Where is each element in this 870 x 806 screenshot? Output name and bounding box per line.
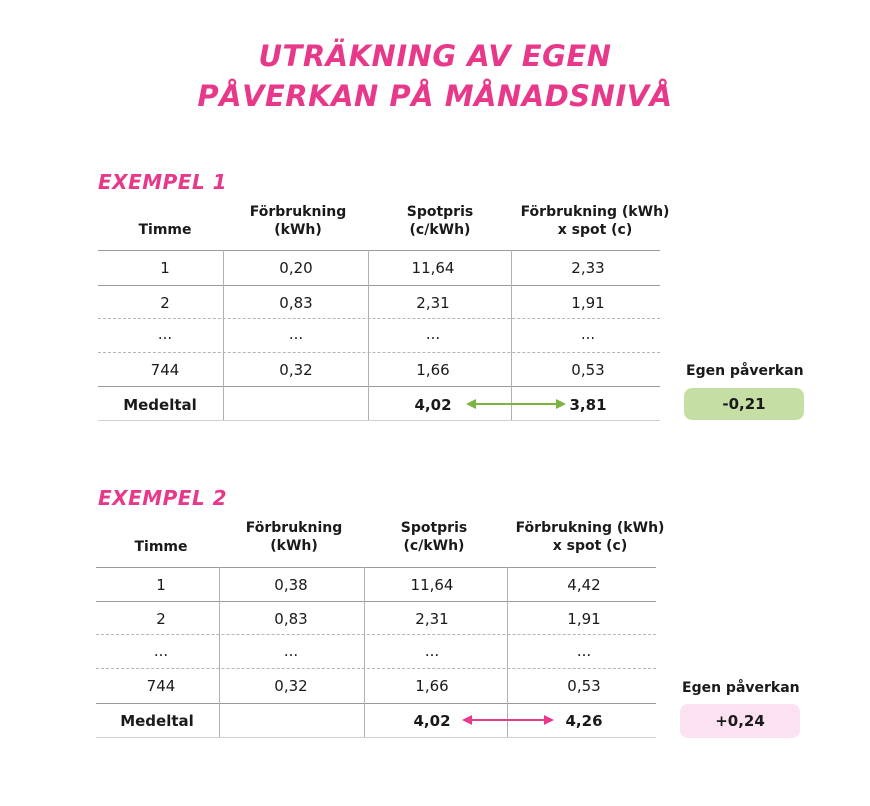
table-cell: 2 [156, 610, 166, 628]
table-cell: 0,53 [567, 677, 601, 695]
row-divider [98, 420, 660, 421]
page-title-line-1: UTRÄKNING AV EGEN [258, 39, 612, 73]
table-cell: 2 [160, 294, 170, 312]
header-forbrukning-line-2: (kWh) [274, 222, 322, 238]
example-1-label: EXEMPEL 1 [98, 170, 228, 194]
table-cell: ... [157, 325, 173, 343]
table-cell: ... [425, 325, 441, 343]
table-cell: ... [576, 642, 592, 660]
row-divider [98, 386, 660, 387]
table-cell: 0,32 [274, 677, 308, 695]
summary-weighted-avg: 3,81 [569, 396, 607, 414]
table-cell: 2,31 [415, 610, 449, 628]
table-cell: 1 [160, 259, 170, 277]
row-divider [98, 250, 660, 251]
table-cell: ... [580, 325, 596, 343]
header-produkt-line-1: Förbrukning (kWh) [515, 520, 665, 536]
column-divider [219, 567, 220, 737]
table-cell: 0,38 [274, 576, 308, 594]
summary-spot-avg: 4,02 [414, 396, 452, 414]
row-divider-dashed [98, 352, 660, 353]
summary-weighted-avg: 4,26 [565, 712, 603, 730]
table-cell: 2,33 [571, 259, 605, 277]
row-divider-dashed [96, 668, 656, 669]
table-cell: 0,20 [279, 259, 313, 277]
column-divider [368, 250, 369, 420]
table-cell: 11,64 [410, 576, 454, 594]
header-produkt-line-2: x spot (c) [557, 222, 633, 238]
table-cell: 1 [156, 576, 166, 594]
header-spotpris [364, 519, 504, 555]
table-cell: 744 [146, 677, 176, 695]
table-cell: 4,42 [567, 576, 601, 594]
page-title-line-2: PÅVERKAN PÅ MÅNADSNIVÅ [197, 79, 673, 113]
summary-label: Medeltal [123, 396, 197, 414]
header-forbrukning-line-1: Förbrukning [245, 520, 343, 536]
table-cell: ... [288, 325, 304, 343]
double-arrow-icon [462, 712, 554, 728]
header-produkt [505, 203, 685, 239]
table-cell: 0,32 [279, 361, 313, 379]
egen-paverkan-value: -0,21 [684, 388, 804, 420]
column-divider [364, 567, 365, 737]
row-divider-dashed [98, 318, 660, 319]
row-divider [96, 601, 656, 602]
table-cell: 2,31 [416, 294, 450, 312]
egen-paverkan-label: Egen påverkan [686, 363, 804, 379]
egen-paverkan-value: +0,24 [680, 704, 800, 738]
row-divider [96, 567, 656, 568]
header-produkt-line-1: Förbrukning (kWh) [520, 204, 670, 220]
table-cell: ... [424, 642, 440, 660]
header-spotpris-line-1: Spotpris [400, 520, 468, 536]
header-produkt-line-2: x spot (c) [552, 538, 628, 554]
row-divider [96, 737, 656, 738]
table-cell: 1,66 [415, 677, 449, 695]
table-cell: ... [283, 642, 299, 660]
column-divider [223, 250, 224, 420]
example-2-label: EXEMPEL 2 [98, 486, 228, 510]
column-divider [511, 250, 512, 420]
page-title [0, 36, 870, 116]
row-divider [98, 285, 660, 286]
header-spotpris-line-2: (c/kWh) [403, 538, 465, 554]
table-cell: 744 [150, 361, 180, 379]
summary-label: Medeltal [120, 712, 194, 730]
table-cell: 0,83 [279, 294, 313, 312]
header-forbrukning-line-2: (kWh) [270, 538, 318, 554]
header-spotpris [370, 203, 510, 239]
header-timme: Timme [138, 222, 192, 238]
table-cell: 1,91 [567, 610, 601, 628]
header-spotpris-line-2: (c/kWh) [409, 222, 471, 238]
table-cell: 1,66 [416, 361, 450, 379]
summary-spot-avg: 4,02 [413, 712, 451, 730]
header-spotpris-line-1: Spotpris [406, 204, 474, 220]
table-cell: 0,83 [274, 610, 308, 628]
row-divider-dashed [96, 634, 656, 635]
egen-paverkan-label: Egen påverkan [682, 680, 800, 696]
table-cell: 0,53 [571, 361, 605, 379]
header-forbrukning-line-1: Förbrukning [249, 204, 347, 220]
double-arrow-icon [466, 396, 566, 412]
header-forbrukning [228, 203, 368, 239]
header-forbrukning [224, 519, 364, 555]
row-divider [96, 703, 656, 704]
table-cell: 11,64 [411, 259, 455, 277]
header-produkt [500, 519, 680, 555]
header-timme: Timme [134, 539, 188, 555]
table-cell: 1,91 [571, 294, 605, 312]
table-cell: ... [153, 642, 169, 660]
